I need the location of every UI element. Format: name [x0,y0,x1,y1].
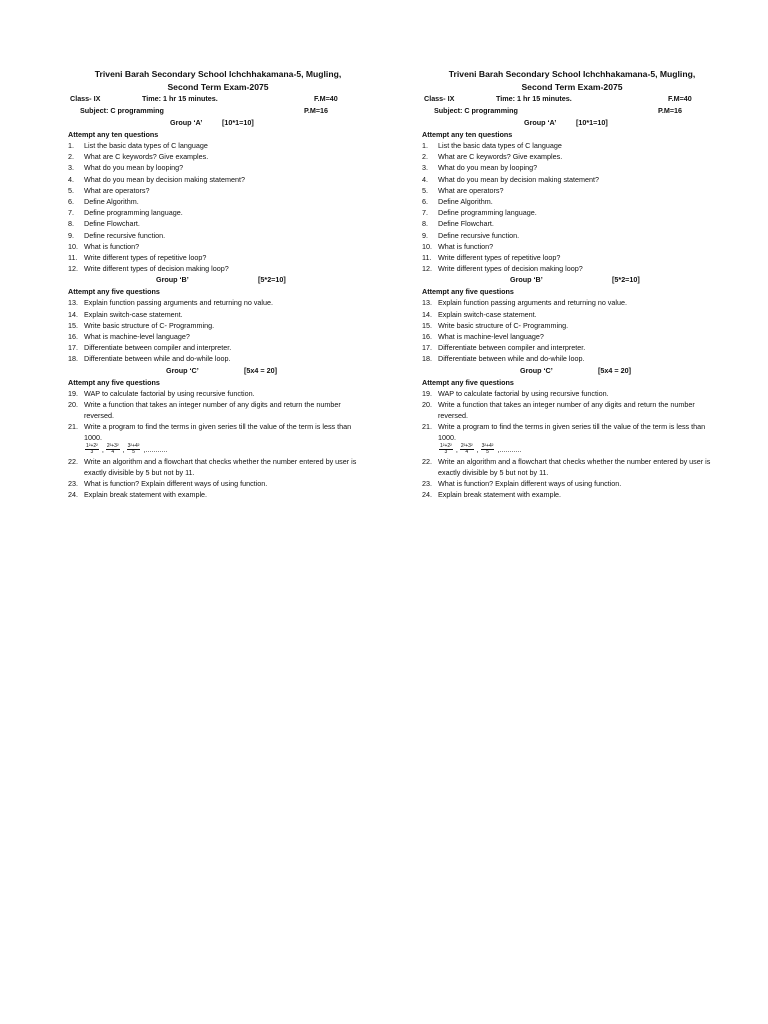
group-marks: [10*1=10] [576,118,608,127]
group-b-heading [68,274,368,286]
question: 12. Write different types of decision making loop? [422,264,583,274]
question: 16. What is machine-level language? [68,332,190,342]
series-term: $\frac{\text{2²+3²}}{4}$ [106,442,119,456]
group-marks: [5*2=10] [258,275,286,285]
group-instruction: Attempt any ten questions [68,130,159,139]
question: 12. Write different types of decision making loop? [68,264,229,274]
question: 16. What is machine-level language? [422,332,544,342]
subject-label: Subject: C programming [434,106,518,115]
group-c-heading [422,365,722,377]
question: 2. What are C keywords? Give examples. [68,152,209,162]
series-term: $\frac{\text{1²+2²}}{3}$ [440,442,452,456]
group-title: Group ‘C’ [166,365,199,375]
series-expression: $\frac{\text{1²+2²}}{3}$ , $\frac{\text{2²+3²}}{4}$ , $\frac{\text{3²+4²}}{5}$ ,........... [440,442,522,456]
question: 23. What is function? Explain different ways of using function. [68,479,268,489]
series-term: $\frac{\text{3²+4²}}{5}$ [481,442,494,456]
group-marks: [10*1=10] [222,118,254,127]
school-name: Triveni Barah Secondary School Ichchhakamana-5, Mugling, [448,69,696,79]
question: 20. Write a function that takes an integer number of any digits and return the number reversed. [68,399,341,421]
group-title: Group ‘B’ [510,275,543,285]
group-instruction: Attempt any ten questions [422,130,513,139]
school-name: Triveni Barah Secondary School Ichchhakamana-5, Mugling, [94,69,342,79]
group-title: Group ‘B’ [156,275,189,285]
full-marks-label: F.M=40 [668,94,692,103]
group-a-questions [68,140,368,274]
question: 24. Explain break statement with example. [422,490,562,500]
question: 4. What do you mean by decision making statement? [422,174,600,184]
group-instruction: Attempt any five questions [422,287,514,297]
question: 1. List the basic data types of C language [68,141,208,150]
series-ellipsis: ........... [499,444,522,454]
question: 9. Define recursive function. [68,230,166,240]
question: 5. What are operators? [68,185,150,195]
question: 18. Differentiate between while and do-while loop. [422,354,585,364]
group-title: Group ‘C’ [520,365,553,375]
question: 15. Write basic structure of C- Programming. [422,320,569,330]
question: 19. WAP to calculate factorial by using recursive function. [422,388,609,398]
group-title: Group ‘A’ [170,118,203,127]
full-marks-label: F.M=40 [314,94,338,103]
group-instruction: Attempt any five questions [68,377,160,387]
group-marks: [5x4 = 20] [598,365,631,375]
question: 6. Define Algorithm. [422,197,493,207]
group-a-heading [68,117,368,129]
group-marks: [5*2=10] [612,275,640,285]
question: 10. What is function? [68,241,140,251]
question: 18. Differentiate between while and do-while loop. [68,354,231,364]
group-c-questions [68,388,368,501]
question: 22. Write an algorithm and a flowchart that checks whether the number entered by user is exactly divisible by 5 but not by 11. [422,456,711,477]
question: 9. Define recursive function. [422,230,520,240]
question: 21. Write a program to find the terms in given series till the value of the term is less than 1000. [422,422,706,443]
class-label: Class- IX [424,94,455,103]
exam-meta-row-2 [68,105,368,117]
question: 5. What are operators? [422,185,504,195]
series-term: $\frac{\text{2²+3²}}{4}$ [460,442,473,456]
group-b-heading [422,274,722,286]
group-a-questions [422,140,722,274]
exam-meta-row-1 [422,93,722,105]
question: 24. Explain break statement with example. [68,490,208,500]
group-c-questions [422,388,722,501]
pass-marks-label: P.M=16 [658,106,683,115]
group-b-questions [68,297,368,364]
group-a-heading [422,117,722,129]
question: 21. Write a program to find the terms in given series till the value of the term is less than 1000. [68,422,352,443]
exam-paper-right [422,68,722,500]
group-title: Group ‘A’ [524,118,557,127]
class-label: Class- IX [70,94,101,103]
exam-meta-row-1 [68,93,368,105]
group-instruction: Attempt any five questions [68,287,160,297]
group-b-questions [422,297,722,364]
question: 23. What is function? Explain different ways of using function. [422,479,622,489]
time-label: Time: 1 hr 15 minutes. [142,94,218,103]
pass-marks-label: P.M=16 [304,106,329,115]
question: 7. Define programming language. [422,208,537,218]
question: 14. Explain switch-case statement. [422,309,537,319]
group-instruction: Attempt any five questions [422,377,514,387]
exam-meta-row-2 [422,105,722,117]
question: 17. Differentiate between compiler and interpreter. [68,343,232,353]
question: 14. Explain switch-case statement. [68,309,183,319]
question: 20. Write a function that takes an integer number of any digits and return the number reversed. [422,399,695,421]
question: 3. What do you mean by looping? [68,163,184,173]
series-expression: $\frac{\text{1²+2²}}{3}$ , $\frac{\text{2²+3²}}{4}$ , $\frac{\text{3²+4²}}{5}$ ,........... [86,442,168,456]
subject-label: Subject: C programming [80,106,164,115]
question: 19. WAP to calculate factorial by using recursive function. [68,388,255,398]
series-term: $\frac{\text{1²+2²}}{3}$ [86,442,98,456]
question: 8. Define Flowchart. [68,219,140,229]
question: 3. What do you mean by looping? [422,163,538,173]
series-ellipsis: ........... [145,444,168,454]
question: 11. Write different types of repetitive loop? [422,253,561,263]
question: 15. Write basic structure of C- Programming. [68,320,215,330]
question: 17. Differentiate between compiler and interpreter. [422,343,586,353]
question: 13. Explain function passing arguments and returning no value. [422,298,627,308]
exam-paper-left [68,68,368,500]
group-marks: [5x4 = 20] [244,365,277,375]
series-term: $\frac{\text{3²+4²}}{5}$ [127,442,140,456]
question: 8. Define Flowchart. [422,219,494,229]
question: 4. What do you mean by decision making statement? [68,174,246,184]
time-label: Time: 1 hr 15 minutes. [496,94,572,103]
question: 7. Define programming language. [68,208,183,218]
exam-name: Second Term Exam-2075 [167,81,269,92]
question: 2. What are C keywords? Give examples. [422,152,563,162]
question: 11. Write different types of repetitive loop? [68,253,207,263]
question: 6. Define Algorithm. [68,197,139,207]
question: 13. Explain function passing arguments and returning no value. [68,298,273,308]
question: 1. List the basic data types of C language [422,141,562,150]
question: 10. What is function? [422,241,494,251]
group-c-heading [68,365,368,377]
question: 22. Write an algorithm and a flowchart that checks whether the number entered by user is exactly divisible by 5 but not by 11. [68,456,357,477]
exam-name: Second Term Exam-2075 [521,81,623,92]
